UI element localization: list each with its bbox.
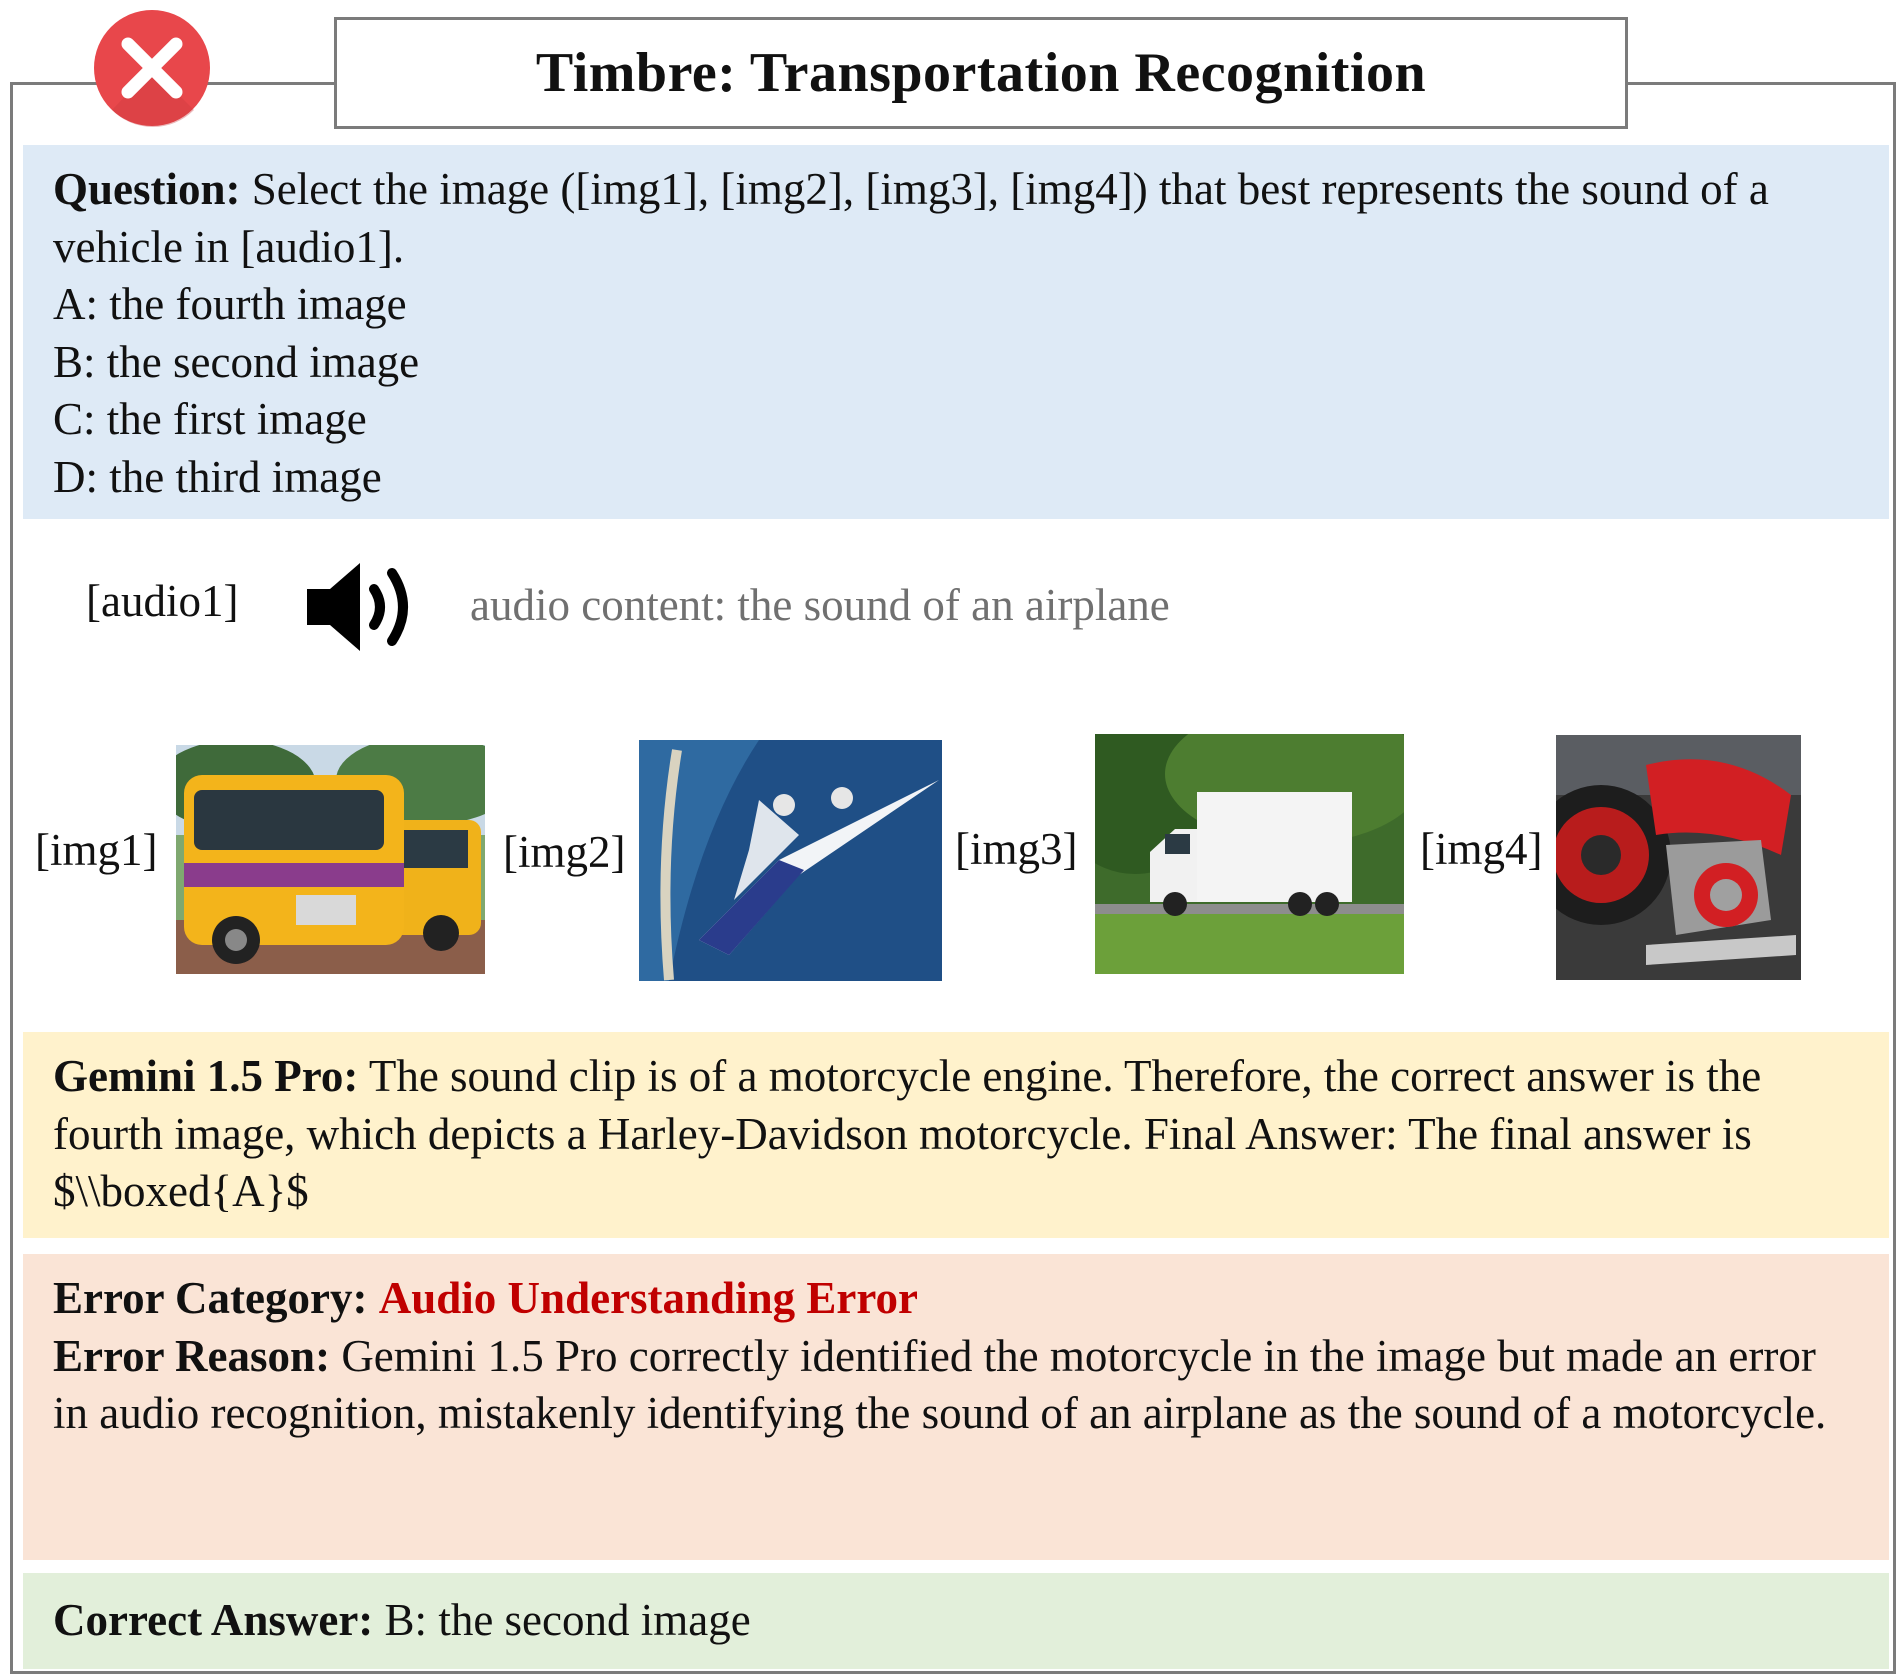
error-panel xyxy=(23,1254,1889,1560)
question-label: Question: xyxy=(53,164,241,214)
model-answer-panel xyxy=(23,1032,1889,1238)
model-answer-body: The sound clip is of a motorcycle engine. Therefore, the correct answer is the fourth image, which depicts a Harley-Davidson motorcycle. Final Answer: The final answer is $\\boxed{A}$ xyxy=(53,1051,1762,1216)
error-reason-label: Error Reason: xyxy=(53,1330,331,1381)
error-category-line xyxy=(53,1270,1859,1328)
page-title: Timbre: Transportation Recognition xyxy=(535,42,1427,104)
correct-answer-body: B: the second image xyxy=(373,1595,751,1646)
model-answer-label: Gemini 1.5 Pro: xyxy=(53,1051,359,1101)
option-c: C: the first image xyxy=(53,394,367,444)
speaker-icon[interactable] xyxy=(302,557,422,657)
error-x-icon xyxy=(92,8,212,128)
error-reason-body: Gemini 1.5 Pro correctly identified the motorcycle in the image but made an error in audio recognition, mistakenly identifying the sound of an airplane as the sound of a motorcycle. xyxy=(53,1330,1827,1438)
img2-label: [img2] xyxy=(503,827,626,877)
question-panel xyxy=(23,145,1889,519)
correct-answer-text xyxy=(53,1592,751,1650)
correct-answer-label: Correct Answer: xyxy=(53,1595,374,1646)
question-body: Select the image ([img1], [img2], [img3], [img4]) that best represents the sound of a vehicle in [audio1]. xyxy=(53,164,1769,272)
option-a: A: the fourth image xyxy=(53,279,407,329)
title-box xyxy=(334,17,1628,129)
model-answer-text xyxy=(53,1048,1859,1221)
correct-answer-panel xyxy=(23,1573,1889,1669)
audio-row xyxy=(0,545,1902,665)
question-text xyxy=(53,161,1859,276)
error-category-value: Audio Understanding Error xyxy=(378,1273,918,1323)
img1-label: [img1] xyxy=(35,825,158,875)
bus-image xyxy=(176,745,485,974)
img3-label: [img3] xyxy=(955,824,1078,874)
error-category-label: Error Category: xyxy=(53,1273,368,1323)
audio-content: audio content: the sound of an airplane xyxy=(470,580,1170,630)
audio-label: [audio1] xyxy=(86,576,239,626)
option-b: B: the second image xyxy=(53,336,420,387)
airplane-image xyxy=(639,740,942,981)
truck-image xyxy=(1095,734,1404,974)
img4-label: [img4] xyxy=(1420,824,1543,874)
option-d: D: the third image xyxy=(53,451,382,502)
error-reason-line xyxy=(53,1328,1859,1443)
motorcycle-image xyxy=(1556,735,1801,980)
